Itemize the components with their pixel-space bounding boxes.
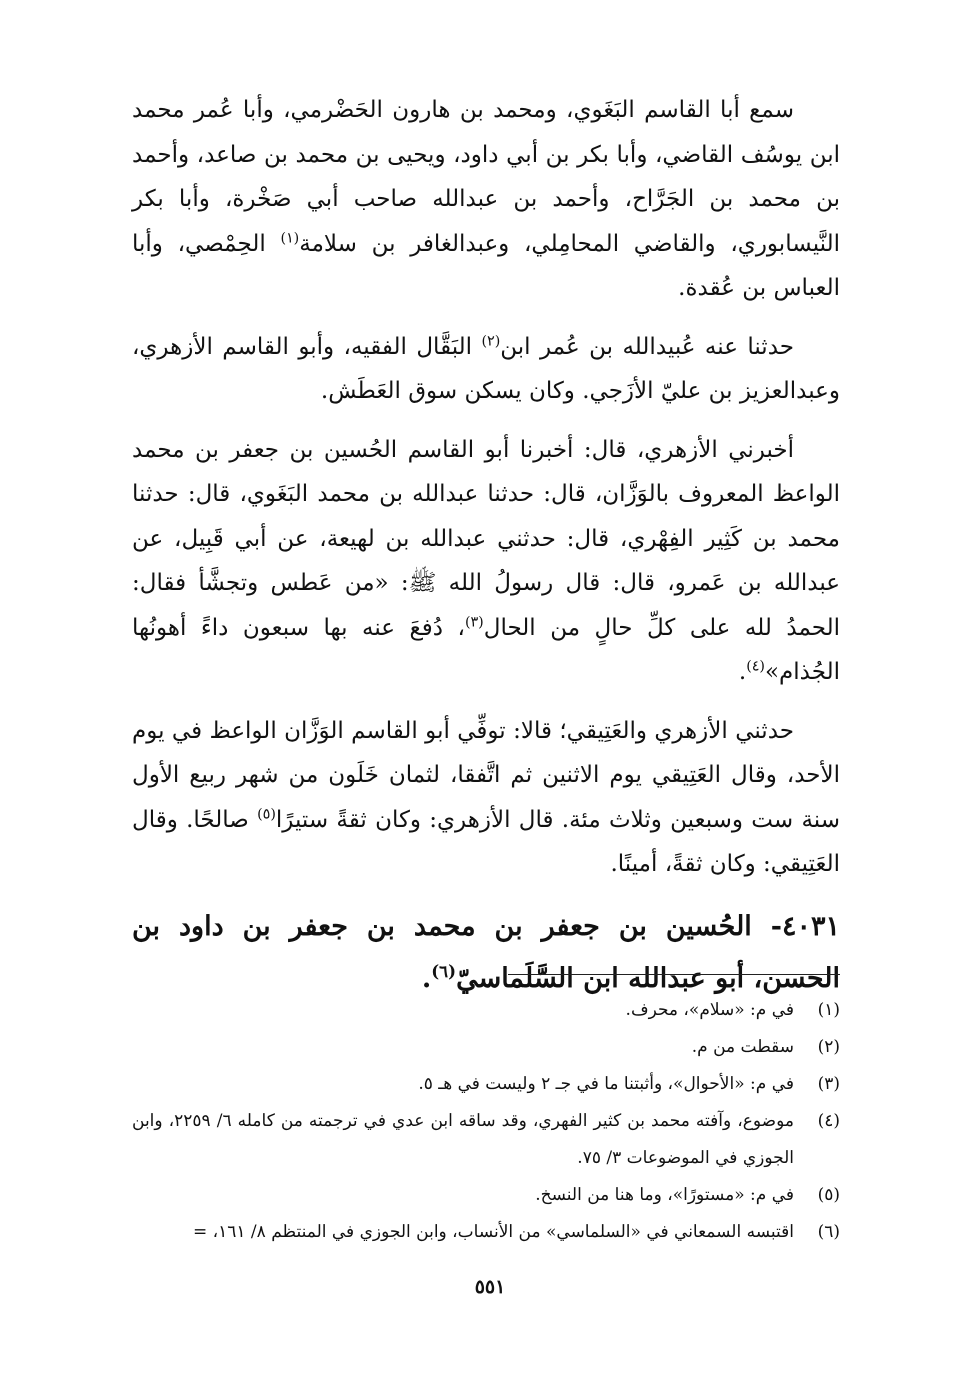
footnote-number: (٦) bbox=[817, 1222, 840, 1242]
footnote-number: (١) bbox=[817, 1000, 840, 1020]
footnote-4 bbox=[132, 1103, 840, 1177]
footnote-text: سقطت من م. bbox=[691, 1037, 794, 1057]
footnote-ref[interactable]: (٤) bbox=[746, 658, 765, 675]
footnote-ref[interactable]: (١) bbox=[280, 229, 300, 246]
main-text bbox=[132, 88, 840, 1005]
footnotes-list bbox=[132, 992, 840, 1251]
footnote-text: اقتبسه السمعاني في «السلماسي» من الأنساب، وابن الجوزي في المنتظم ٨/ ١٦١، = bbox=[192, 1222, 794, 1242]
paragraph-death: حدثني الأزهري والعَتِيقي؛ قالا: توفِّي أبو القاسم الوَزَّان الواعظ في يوم الأحد، وقال العَتِيقي يوم الاثنين ثم اتَّفقا، لثمان خَلَون من شهر ربيع الأول سنة ست وسبعين وثلاث مئة. قال الأزهري: وكان ثقةً ستيرًا$^{(٥)}$ صالحًا. وقال العَتِيقي: وكان ثقةً، أمينًا. bbox=[132, 717, 840, 877]
footnote-ref[interactable]: (٥) bbox=[257, 805, 276, 822]
footnote-ref[interactable]: (٦) bbox=[431, 960, 457, 981]
footnote-1 bbox=[132, 992, 840, 1029]
footnote-6 bbox=[132, 1214, 840, 1251]
footnote-number: (٤) bbox=[817, 1111, 840, 1131]
footnote-3 bbox=[132, 1066, 840, 1103]
paragraph-students: حدثنا عنه عُبيدالله بن عُمر ابن$^{(٢)}$ البَقَّال الفقيه، وأبو القاسم الأزهري، وعبدالعزيز بن عليّ الأزَجي. وكان يسكن سوق العَطَش. bbox=[132, 332, 840, 404]
footnote-text: في م: «الأحوال»، وأثبتنا ما في جـ ٢ وليست في هـ ٥. bbox=[418, 1074, 794, 1094]
footnote-divider bbox=[508, 974, 840, 975]
biography-entry-heading: ٤٠٣١- الحُسين بن جعفر بن محمد بن جعفر بن داود بن الحسن، أبو عبدالله ابن السَّلَماسيّ$^{(٦)}$. bbox=[132, 910, 840, 994]
footnote-ref[interactable]: (٢) bbox=[481, 332, 501, 349]
footnote-number: (٢) bbox=[817, 1037, 840, 1057]
footnote-2 bbox=[132, 1029, 840, 1066]
footnote-text: موضوع، وآفته محمد بن كثير الفهري، وقد ساقه ابن عدي في ترجمته من كامله ٦/ ٢٢٥٩، وابن الجوزي في الموضوعات ٣/ ٧٥. bbox=[132, 1111, 794, 1168]
paragraph-teachers: سمع أبا القاسم البَغَوي، ومحمد بن هارون الحَضْرمي، وأبا عُمر محمد ابن يوسُف القاضي، وأبا بكر بن أبي داود، ويحيى بن محمد بن صاعد، وأحمد بن محمد بن الجَرَّاح، وأحمد بن عبدالله صاحب أبي صَخْرة، وأبا بكر النَّيسابوري، والقاضي المحامِلي، وعبدالغافر بن سلامة$^{(١)}$ الحِمْصي، وأبا العباس بن عُقدة. bbox=[132, 97, 841, 301]
footnote-number: (٥) bbox=[817, 1185, 840, 1205]
footnote-5 bbox=[132, 1177, 840, 1214]
footnote-number: (٣) bbox=[817, 1074, 840, 1094]
paragraph-hadith: أخبرني الأزهري، قال: أخبرنا أبو القاسم الحُسين بن جعفر بن محمد الواعظ المعروف بالوَزَّان، قال: حدثنا عبدالله بن محمد البَغَوي، قال: حدثنا محمد بن كَثِير الفِهْري، قال: حدثني عبدالله بن لهيعة، عن أبي قَبِيل، عن عبدالله بن عَمرو، قال: قال رسولُ الله ﷺ: «من عَطس وتجشَّأ فقال: الحمدُ لله على كلِّ حالٍ من الحال$^{(٣)}$، دُفعَ عنه بها سبعون داءً أهونُها الجُذام»$^{(٤)}$. bbox=[132, 436, 840, 685]
footnote-text: في م: «سلام»، محرف. bbox=[625, 1000, 794, 1020]
footnote-text: في م: «مستورًا»، وما هنا من النسخ. bbox=[535, 1185, 794, 1205]
page-number: ٥٥١ bbox=[474, 1276, 506, 1298]
footnote-ref[interactable]: (٣) bbox=[464, 613, 484, 630]
